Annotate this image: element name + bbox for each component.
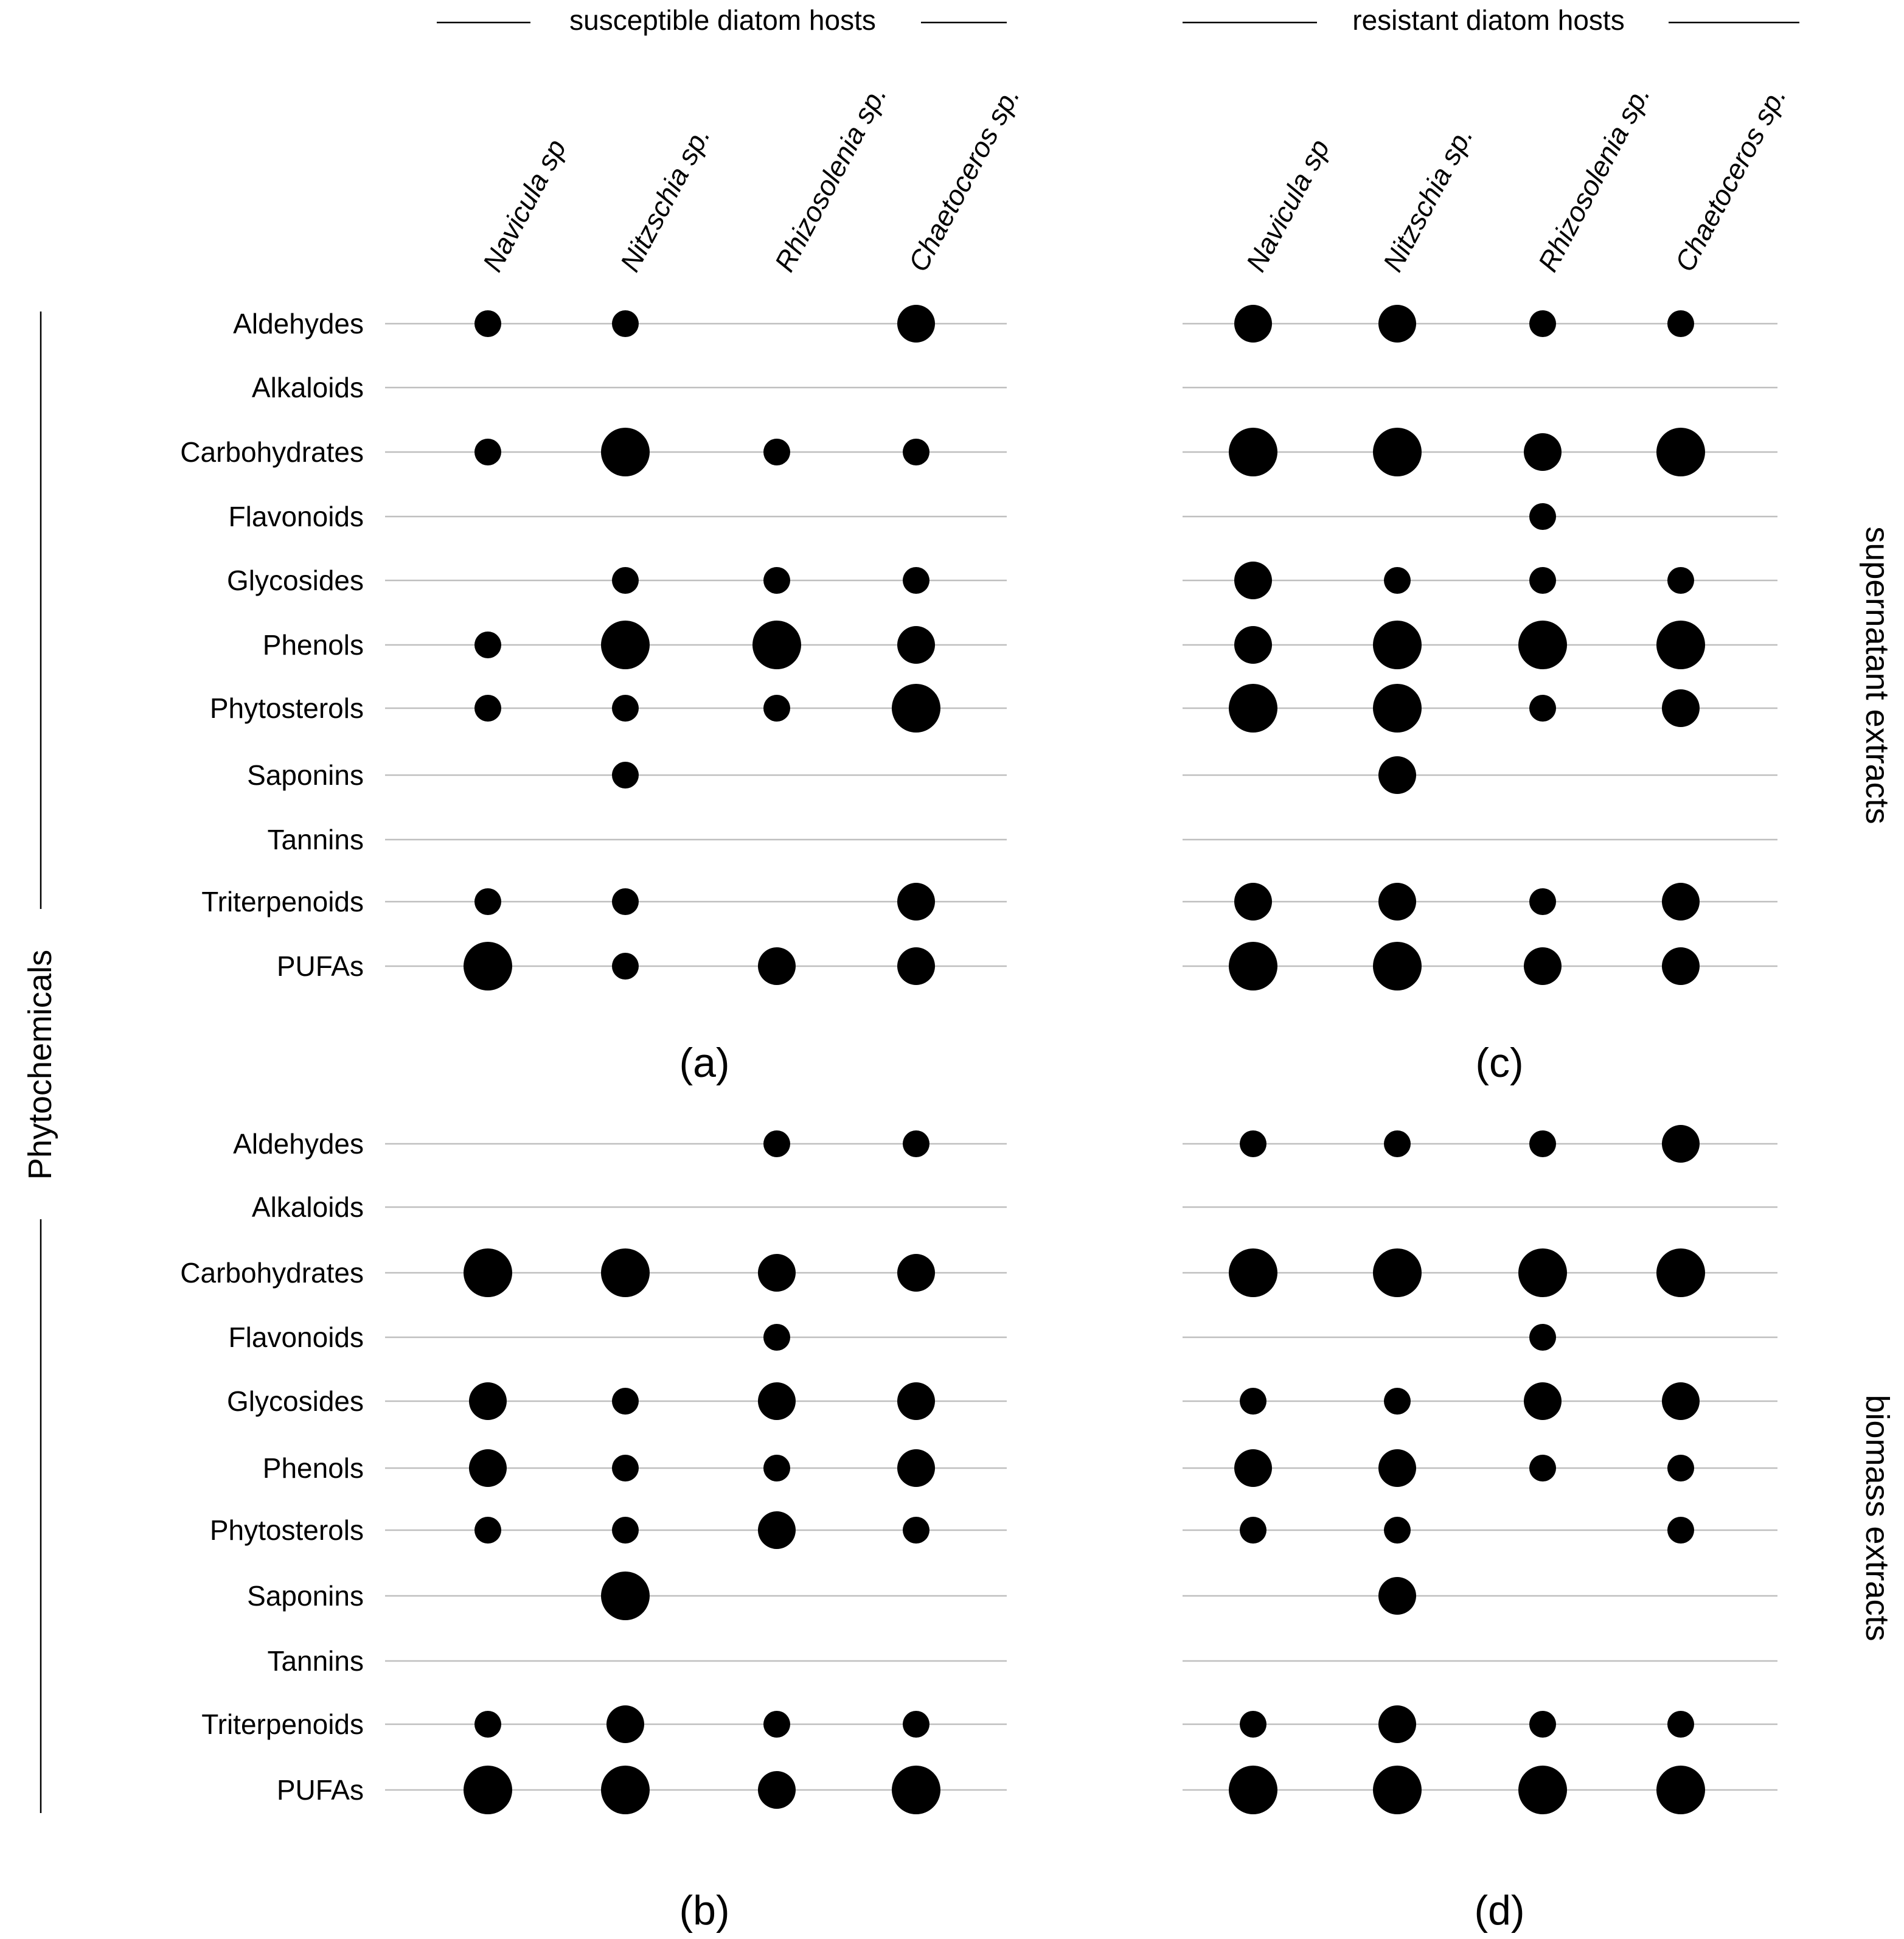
species-label-nitzschia: Nitzschia sp.	[1376, 122, 1479, 277]
bubble-a-saponins-nitzschia-sp	[612, 762, 639, 788]
row-label-glycosides: Glycosides	[227, 565, 364, 596]
species-label-nitzschia: Nitzschia sp.	[613, 122, 717, 277]
bubble-d-triterpenoids-chaetoceros-sp	[1667, 1711, 1694, 1738]
bubble-d-glycosides-nitzschia-sp	[1384, 1388, 1411, 1415]
row-label-alkaloids: Alkaloids	[251, 1191, 364, 1223]
row-label-alkaloids: Alkaloids	[251, 372, 364, 403]
bubble-d-aldehydes-chaetoceros-sp	[1662, 1125, 1700, 1163]
bubble-d-glycosides-navicula-sp	[1240, 1388, 1266, 1415]
bubble-b-phenols-chaetoceros-sp	[897, 1449, 935, 1487]
bubble-a-carbohydrates-navicula-sp	[474, 439, 501, 465]
bubble-d-carbohydrates-nitzschia-sp	[1373, 1248, 1422, 1297]
row-label-phenols: Phenols	[262, 629, 364, 661]
row-label-carbohydrates: Carbohydrates	[180, 1257, 364, 1289]
group-header-resistant	[1183, 4, 1799, 36]
bubble-a-pufas-nitzschia-sp	[612, 953, 639, 980]
bubble-c-glycosides-rhizosolenia-sp	[1529, 567, 1556, 594]
row-label-aldehydes: Aldehydes	[233, 1128, 364, 1160]
bubble-b-glycosides-rhizosolenia-sp	[758, 1382, 796, 1420]
row-label-tannins: Tannins	[267, 824, 364, 855]
bubble-d-carbohydrates-rhizosolenia-sp	[1518, 1248, 1567, 1297]
bubble-a-triterpenoids-navicula-sp	[474, 888, 501, 915]
bubble-c-glycosides-nitzschia-sp	[1384, 567, 1411, 594]
row-label-triterpenoids: Triterpenoids	[201, 886, 364, 917]
row-label-phenols: Phenols	[262, 1452, 364, 1484]
row-label-pufas: PUFAs	[276, 1774, 364, 1806]
bubble-d-carbohydrates-chaetoceros-sp	[1656, 1248, 1705, 1297]
bubble-b-pufas-rhizosolenia-sp	[758, 1771, 796, 1809]
bubble-c-phytosterols-rhizosolenia-sp	[1529, 695, 1556, 722]
panel-label-a: (a)	[679, 1040, 730, 1086]
bubble-b-phenols-rhizosolenia-sp	[763, 1455, 790, 1481]
row-group-label-biomass: biomass extracts	[1859, 1394, 1895, 1641]
bubble-a-glycosides-nitzschia-sp	[612, 567, 639, 594]
bubble-a-pufas-rhizosolenia-sp	[758, 947, 796, 985]
bubble-c-phytosterols-chaetoceros-sp	[1662, 689, 1700, 727]
bubble-c-aldehydes-chaetoceros-sp	[1667, 310, 1694, 337]
bubble-b-triterpenoids-chaetoceros-sp	[903, 1711, 929, 1738]
bubble-b-pufas-chaetoceros-sp	[892, 1766, 940, 1814]
grid-layer	[385, 324, 1777, 1790]
bubble-a-aldehydes-navicula-sp	[474, 310, 501, 337]
row-label-aldehydes: Aldehydes	[233, 308, 364, 339]
bubble-a-phytosterols-chaetoceros-sp	[892, 684, 940, 733]
bubble-d-carbohydrates-navicula-sp	[1229, 1248, 1277, 1297]
bubble-c-phytosterols-navicula-sp	[1229, 684, 1277, 733]
bubble-c-aldehydes-navicula-sp	[1234, 305, 1272, 343]
bubble-c-triterpenoids-navicula-sp	[1234, 883, 1272, 921]
bubble-d-glycosides-chaetoceros-sp	[1662, 1382, 1700, 1420]
bubble-a-glycosides-rhizosolenia-sp	[763, 567, 790, 594]
bubble-a-phenols-rhizosolenia-sp	[752, 621, 801, 669]
bubble-d-saponins-nitzschia-sp	[1378, 1577, 1416, 1615]
bubble-d-flavonoids-rhizosolenia-sp	[1529, 1324, 1556, 1351]
bubble-c-pufas-navicula-sp	[1229, 942, 1277, 990]
species-label-chaetoceros: Chaetoceros sp.	[1668, 82, 1793, 277]
bubble-a-carbohydrates-rhizosolenia-sp	[763, 439, 790, 465]
bubble-d-phenols-rhizosolenia-sp	[1529, 1455, 1556, 1481]
bubble-d-phytosterols-navicula-sp	[1240, 1517, 1266, 1544]
bubble-c-carbohydrates-navicula-sp	[1229, 428, 1277, 476]
row-label-flavonoids: Flavonoids	[228, 1321, 364, 1353]
bubble-b-pufas-nitzschia-sp	[601, 1766, 650, 1814]
bubble-a-aldehydes-nitzschia-sp	[612, 310, 639, 337]
y-axis-label: Phytochemicals	[22, 949, 58, 1180]
bubble-d-pufas-nitzschia-sp	[1373, 1766, 1422, 1814]
row-label-phytosterols: Phytosterols	[209, 692, 364, 724]
bubble-c-carbohydrates-rhizosolenia-sp	[1524, 433, 1562, 471]
bubble-d-glycosides-rhizosolenia-sp	[1524, 1382, 1562, 1420]
bubble-d-triterpenoids-rhizosolenia-sp	[1529, 1711, 1556, 1738]
group-header-susceptible	[437, 4, 1007, 36]
row-group-label-supernatant: supernatant extracts	[1859, 526, 1895, 824]
row-label-saponins: Saponins	[247, 1580, 364, 1612]
bubble-b-saponins-nitzschia-sp	[601, 1572, 650, 1620]
row-label-tannins: Tannins	[267, 1645, 364, 1677]
bubble-c-carbohydrates-chaetoceros-sp	[1656, 428, 1705, 476]
bubble-b-phytosterols-navicula-sp	[474, 1517, 501, 1544]
bubble-b-triterpenoids-navicula-sp	[474, 1711, 501, 1738]
bubble-b-carbohydrates-navicula-sp	[464, 1248, 512, 1297]
bubble-d-phenols-chaetoceros-sp	[1667, 1455, 1694, 1481]
bubble-d-pufas-chaetoceros-sp	[1656, 1766, 1705, 1814]
bubble-a-glycosides-chaetoceros-sp	[903, 567, 929, 594]
bubble-b-phenols-nitzschia-sp	[612, 1455, 639, 1481]
row-label-triterpenoids: Triterpenoids	[201, 1708, 364, 1740]
bubble-b-carbohydrates-chaetoceros-sp	[897, 1254, 935, 1292]
bubble-a-phenols-nitzschia-sp	[601, 621, 650, 669]
bubble-d-triterpenoids-nitzschia-sp	[1378, 1705, 1416, 1743]
row-label-carbohydrates: Carbohydrates	[180, 436, 364, 468]
bubble-b-glycosides-nitzschia-sp	[612, 1388, 639, 1415]
species-label-navicula: Navicula sp	[476, 134, 572, 277]
bubble-b-triterpenoids-nitzschia-sp	[606, 1705, 644, 1743]
bubble-b-triterpenoids-rhizosolenia-sp	[763, 1711, 790, 1738]
bubble-a-pufas-navicula-sp	[464, 942, 512, 990]
bubble-d-aldehydes-navicula-sp	[1240, 1130, 1266, 1157]
bubble-b-phenols-navicula-sp	[469, 1449, 507, 1487]
row-label-glycosides: Glycosides	[227, 1385, 364, 1417]
bubble-b-flavonoids-rhizosolenia-sp	[763, 1324, 790, 1351]
bubble-a-phytosterols-nitzschia-sp	[612, 695, 639, 722]
species-labels-susceptible	[476, 80, 1026, 276]
bubble-c-phytosterols-nitzschia-sp	[1373, 684, 1422, 733]
y-axis	[22, 312, 58, 1813]
panel-label-d: (d)	[1474, 1887, 1525, 1934]
species-label-rhizosolenia: Rhizosolenia sp.	[1531, 80, 1656, 277]
bubble-d-phenols-nitzschia-sp	[1378, 1449, 1416, 1487]
bubble-a-carbohydrates-chaetoceros-sp	[903, 439, 929, 465]
bubble-c-phenols-rhizosolenia-sp	[1518, 621, 1567, 669]
bubble-c-saponins-nitzschia-sp	[1378, 756, 1416, 794]
bubble-c-triterpenoids-nitzschia-sp	[1378, 883, 1416, 921]
panel-label-c: (c)	[1475, 1040, 1524, 1086]
bubble-b-aldehydes-chaetoceros-sp	[903, 1130, 929, 1157]
species-label-navicula: Navicula sp	[1239, 134, 1336, 277]
bubble-d-aldehydes-nitzschia-sp	[1384, 1130, 1411, 1157]
bubble-c-pufas-chaetoceros-sp	[1662, 947, 1700, 985]
bubble-c-glycosides-navicula-sp	[1234, 562, 1272, 599]
bubble-a-phenols-navicula-sp	[474, 632, 501, 658]
bubble-c-pufas-nitzschia-sp	[1373, 942, 1422, 990]
bubble-b-phytosterols-nitzschia-sp	[612, 1517, 639, 1544]
bubble-c-phenols-navicula-sp	[1234, 626, 1272, 664]
row-label-phytosterols: Phytosterols	[209, 1514, 364, 1546]
bubble-c-aldehydes-rhizosolenia-sp	[1529, 310, 1556, 337]
panel-label-b: (b)	[679, 1887, 730, 1934]
bubble-a-pufas-chaetoceros-sp	[897, 947, 935, 985]
species-labels-resistant	[1240, 80, 1792, 276]
bubble-a-phytosterols-navicula-sp	[474, 695, 501, 722]
bubble-a-triterpenoids-nitzschia-sp	[612, 888, 639, 915]
bubble-a-triterpenoids-chaetoceros-sp	[897, 883, 935, 921]
species-label-rhizosolenia: Rhizosolenia sp.	[768, 80, 893, 277]
bubble-d-phenols-navicula-sp	[1234, 1449, 1272, 1487]
bubble-b-carbohydrates-rhizosolenia-sp	[758, 1254, 796, 1292]
bubble-a-aldehydes-chaetoceros-sp	[897, 305, 935, 343]
row-label-flavonoids: Flavonoids	[228, 501, 364, 532]
row-labels	[180, 308, 364, 1806]
bubble-c-carbohydrates-nitzschia-sp	[1373, 428, 1422, 476]
bubble-b-aldehydes-rhizosolenia-sp	[763, 1130, 790, 1157]
bubble-d-pufas-navicula-sp	[1229, 1766, 1277, 1814]
bubble-c-pufas-rhizosolenia-sp	[1524, 947, 1562, 985]
bubble-d-pufas-rhizosolenia-sp	[1518, 1766, 1567, 1814]
bubble-d-phytosterols-chaetoceros-sp	[1667, 1517, 1694, 1544]
species-label-chaetoceros: Chaetoceros sp.	[902, 82, 1026, 277]
row-label-saponins: Saponins	[247, 759, 364, 791]
bubble-a-phytosterols-rhizosolenia-sp	[763, 695, 790, 722]
bubble-b-pufas-navicula-sp	[464, 1766, 512, 1814]
bubble-b-phytosterols-rhizosolenia-sp	[758, 1511, 796, 1549]
bubble-c-phenols-nitzschia-sp	[1373, 621, 1422, 669]
bubble-b-carbohydrates-nitzschia-sp	[601, 1248, 650, 1297]
bubble-c-aldehydes-nitzschia-sp	[1378, 305, 1416, 343]
group-label-resistant: resistant diatom hosts	[1352, 4, 1625, 36]
bubble-d-phytosterols-nitzschia-sp	[1384, 1517, 1411, 1544]
bubble-c-triterpenoids-chaetoceros-sp	[1662, 883, 1700, 921]
bubble-c-triterpenoids-rhizosolenia-sp	[1529, 888, 1556, 915]
bubble-c-phenols-chaetoceros-sp	[1656, 621, 1705, 669]
bubble-d-triterpenoids-navicula-sp	[1240, 1711, 1266, 1738]
row-label-pufas: PUFAs	[276, 950, 364, 982]
group-label-susceptible: susceptible diatom hosts	[569, 4, 876, 36]
bubble-b-phytosterols-chaetoceros-sp	[903, 1517, 929, 1544]
bubble-c-glycosides-chaetoceros-sp	[1667, 567, 1694, 594]
bubble-a-phenols-chaetoceros-sp	[897, 626, 935, 664]
bubble-b-glycosides-chaetoceros-sp	[897, 1382, 935, 1420]
bubble-c-flavonoids-rhizosolenia-sp	[1529, 503, 1556, 530]
bubble-a-carbohydrates-nitzschia-sp	[601, 428, 650, 476]
bubble-b-glycosides-navicula-sp	[469, 1382, 507, 1420]
bubble-d-aldehydes-rhizosolenia-sp	[1529, 1130, 1556, 1157]
